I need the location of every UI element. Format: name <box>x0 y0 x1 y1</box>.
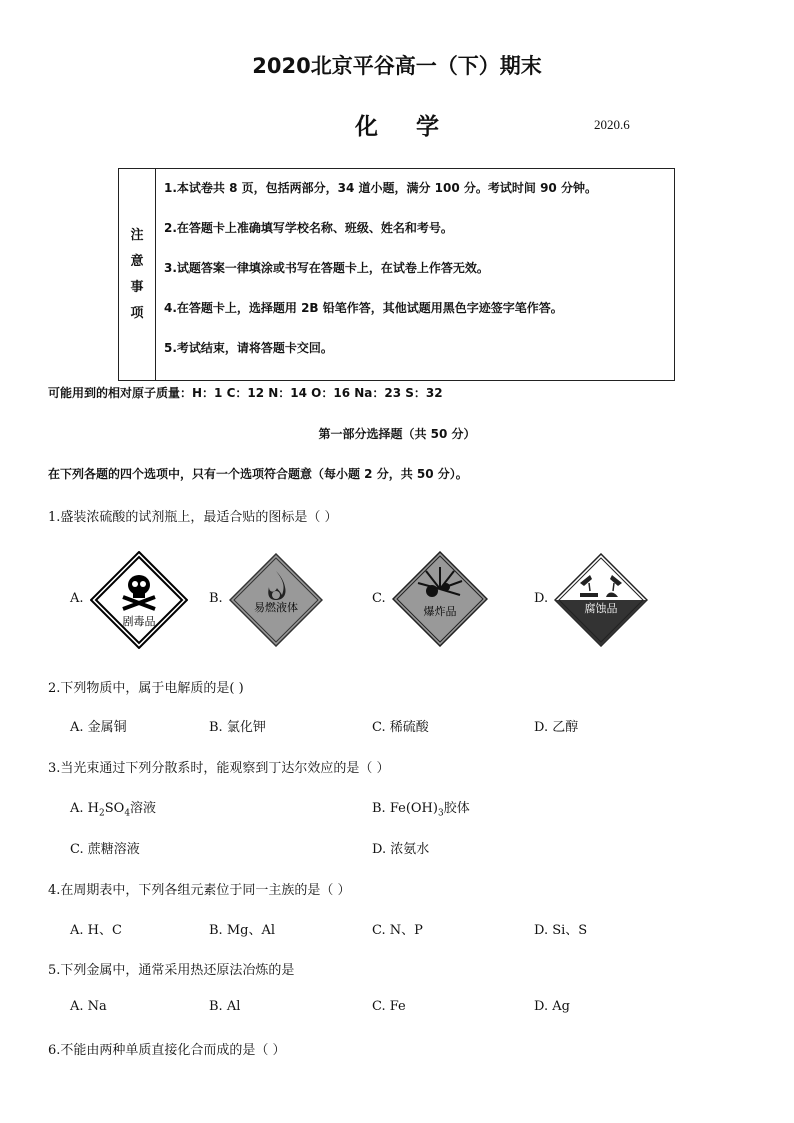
question-1-stem: 1.盛装浓硫酸的试剂瓶上，最适合贴的图标是（ ） <box>48 510 338 525</box>
sign-label: 剧毒品 <box>122 615 156 628</box>
q5-option-b: B. Al <box>209 999 241 1014</box>
flammable-sign <box>229 553 323 647</box>
q5-option-c: C. Fe <box>372 999 406 1014</box>
q1-option-b-letter: B. <box>209 591 223 606</box>
notice-items <box>156 169 674 380</box>
notice-heading-char: 项 <box>130 305 144 321</box>
question-4-stem: 4.在周期表中，下列各组元素位于同一主族的是（ ） <box>48 883 351 898</box>
q3-option-b: B. $Fe(OH)_3$胶体 <box>372 801 470 819</box>
notice-item: 1.本试卷共 8 页，包括两部分，34 道小题，满分 100 分。考试时间 90 分钟。 <box>164 181 597 195</box>
notice-item: 2.在答题卡上准确填写学校名称、班级、姓名和考号。 <box>164 221 453 235</box>
question-3-stem: 3.当光束通过下列分散系时，能观察到丁达尔效应的是（ ） <box>48 761 390 776</box>
atomic-masses: 可能用到的相对原子质量：H：1 C：12 N：14 O：16 Na：23 S：32 <box>48 386 443 400</box>
subject-title: 化学 <box>355 114 477 140</box>
question-6-stem: 6.不能由两种单质直接化合而成的是（ ） <box>48 1043 286 1058</box>
q4-option-a: A. H、C <box>70 923 122 938</box>
q5-option-d: D. Ag <box>534 999 570 1014</box>
sign-label: 腐蚀品 <box>584 602 618 615</box>
q1-option-a-letter: A. <box>70 591 84 606</box>
sign-label: 易燃液体 <box>254 601 298 614</box>
q1-option-d-letter: D. <box>534 591 549 606</box>
question-5-stem: 5.下列金属中，通常采用热还原法冶炼的是 <box>48 963 295 978</box>
q1-option-c-letter: C. <box>372 591 386 606</box>
explosive-sign <box>392 551 488 647</box>
q3-option-d: D. 浓氨水 <box>372 842 430 857</box>
notice-item: 5.考试结束，请将答题卡交回。 <box>164 341 333 355</box>
q4-option-c: C. N、P <box>372 923 423 938</box>
notice-item: 3.试题答案一律填涂或书写在答题卡上，在试卷上作答无效。 <box>164 261 489 275</box>
q3-option-a: A. $H_2SO_4$溶液 <box>70 801 157 819</box>
q2-option-b: B. 氯化钾 <box>209 720 266 735</box>
sign-label: 爆炸品 <box>423 605 457 618</box>
toxic-sign <box>90 551 188 649</box>
q2-option-a: A. 金属铜 <box>70 720 127 735</box>
q2-option-c: C. 稀硫酸 <box>372 720 429 735</box>
notice-heading-char: 事 <box>130 279 144 295</box>
question-2-stem: 2.下列物质中，属于电解质的是( ) <box>48 681 244 696</box>
q2-option-d: D. 乙醇 <box>534 720 579 735</box>
notice-item: 4.在答题卡上，选择题用 2B 铅笔作答，其他试题用黑色字迹签字笔作答。 <box>164 301 563 315</box>
q4-option-b: B. Mg、Al <box>209 923 275 938</box>
part-instruction: 在下列各题的四个选项中，只有一个选项符合题意（每小题 2 分，共 50 分）。 <box>48 467 468 481</box>
notice-box <box>118 168 675 381</box>
q3-option-c: C. 蔗糖溶液 <box>70 842 140 857</box>
part-title: 第一部分选择题（共 50 分） <box>318 427 476 441</box>
notice-heading-char: 注 <box>130 227 144 243</box>
exam-title: 2020北京平谷高一（下）期末 <box>252 54 542 78</box>
exam-date: 2020.6 <box>594 117 630 132</box>
q5-option-a: A. Na <box>70 999 107 1014</box>
q4-option-d: D. Si、S <box>534 923 588 938</box>
notice-heading <box>119 169 156 380</box>
notice-heading-char: 意 <box>130 253 144 269</box>
corrosive-sign <box>554 553 648 647</box>
